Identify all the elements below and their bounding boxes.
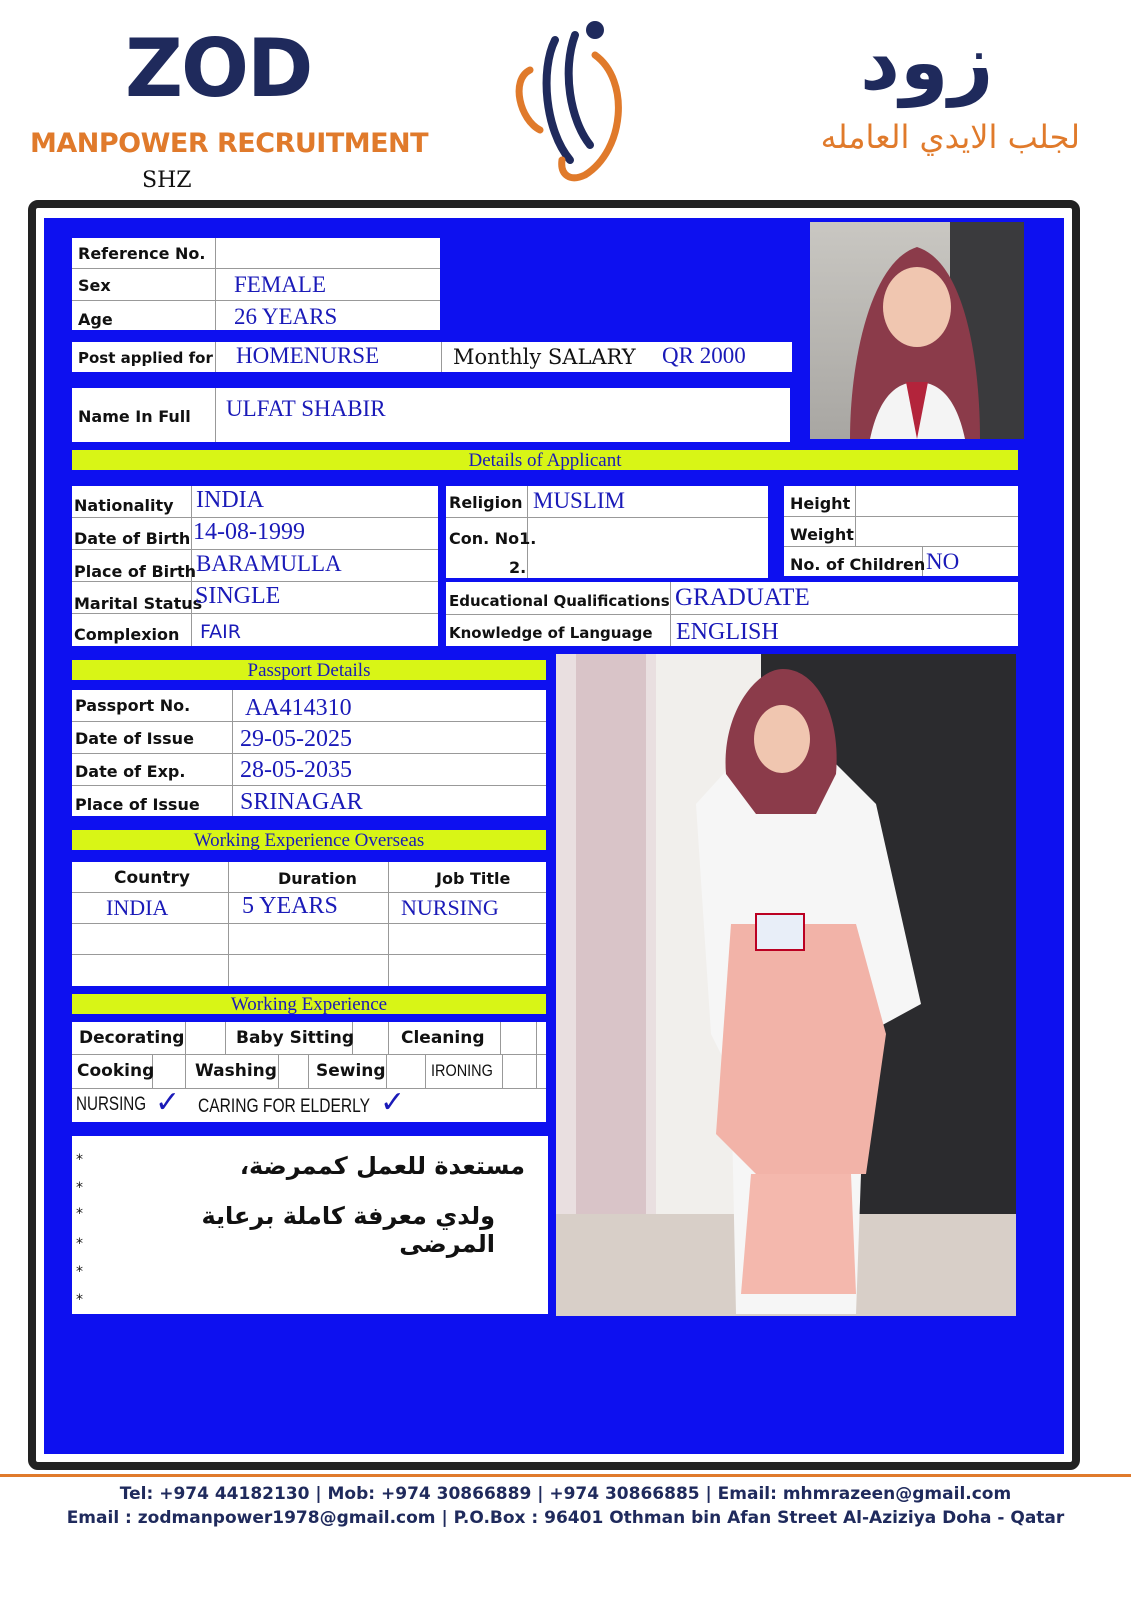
sex-label: Sex (78, 276, 111, 295)
height-label: Height (790, 494, 851, 513)
note-bullet-2: * (76, 1180, 83, 1196)
religion-value: MUSLIM (533, 488, 626, 513)
overseas-country-value: INDIA (106, 895, 169, 920)
salary-value: QR 2000 (662, 343, 746, 368)
contact1-label: Con. No1. (449, 529, 537, 548)
arabic-brand: زود (860, 18, 994, 108)
salary-label: Monthly SALARY (453, 345, 636, 369)
company-emblem-icon (500, 10, 640, 185)
education-value: GRADUATE (675, 584, 810, 611)
issue-place-value: SRINAGAR (240, 789, 363, 815)
skill-baby-sitting: Baby Sitting (236, 1028, 355, 1048)
overseas-col-country: Country (114, 868, 190, 888)
passport-section-bar: Passport Details (72, 660, 546, 680)
religion-label: Religion (449, 493, 523, 512)
name-label: Name In Full (78, 407, 191, 426)
passport-no-label: Passport No. (75, 696, 191, 715)
note-bullet-4: * (76, 1236, 83, 1252)
skill-caring-elderly: CARING FOR ELDERLY (198, 1096, 370, 1117)
weight-label: Weight (790, 525, 854, 544)
footer-rule (0, 1474, 1131, 1477)
dob-label: Date of Birth (74, 529, 191, 548)
post-label: Post applied for (78, 349, 213, 367)
applicant-full-photo (556, 654, 1016, 1316)
expiry-date-label: Date of Exp. (75, 762, 186, 781)
language-label: Knowledge of Language (449, 624, 653, 642)
age-value: 26 YEARS (234, 304, 338, 329)
brand-logo-text: ZOD (125, 22, 312, 115)
note-line-2: ولدي معرفة كاملة برعاية المرضى (201, 1202, 495, 1258)
overseas-section-bar: Working Experience Overseas (72, 830, 546, 850)
overseas-col-job: Job Title (436, 869, 511, 888)
nursing-check-icon: ✓ (155, 1085, 181, 1120)
skill-cooking: Cooking (77, 1061, 155, 1081)
children-value: NO (926, 549, 960, 574)
pob-value: BARAMULLA (196, 551, 342, 576)
complexion-label: Complexion (74, 625, 180, 644)
expiry-date-value: 28-05-2035 (240, 757, 352, 783)
note-bullet-3: * (76, 1206, 83, 1222)
overseas-job-value: NURSING (401, 895, 499, 920)
age-label: Age (78, 310, 113, 329)
pob-label: Place of Birth (74, 562, 197, 581)
nationality-value: INDIA (196, 487, 264, 513)
skill-ironing: IRONING (431, 1061, 493, 1080)
note-line-1: مستعدة للعمل كممرضة، (239, 1152, 525, 1180)
skill-washing: Washing (195, 1061, 277, 1081)
footer-contact-line-1: Tel: +974 44182130 | Mob: +974 30866889 | +974 30866885 | Email: mhmrazeen@gmail.com (119, 1484, 1012, 1504)
marital-value: SINGLE (195, 583, 281, 609)
overseas-col-duration: Duration (278, 869, 357, 888)
skill-sewing: Sewing (316, 1061, 386, 1081)
experience-section-bar: Working Experience (72, 994, 546, 1014)
marital-label: Marital Status (74, 594, 203, 613)
sex-value: FEMALE (234, 272, 326, 297)
note-bullet-6: * (76, 1292, 83, 1308)
skill-nursing: NURSING (76, 1094, 147, 1115)
overseas-duration-value: 5 YEARS (242, 893, 338, 919)
issue-date-value: 29-05-2025 (240, 726, 352, 752)
applicant-section-bar: Details of Applicant (72, 450, 1018, 470)
issue-place-label: Place of Issue (75, 795, 200, 814)
children-label: No. of Children (790, 555, 926, 574)
name-value: ULFAT SHABIR (226, 396, 386, 421)
applicant-code: SHZ (142, 168, 192, 193)
applicant-portrait-photo (810, 222, 1024, 439)
brand-tagline: MANPOWER RECRUITMENT (30, 128, 429, 159)
contact2-label: 2. (509, 558, 527, 577)
reference-label: Reference No. (78, 244, 206, 263)
dob-value: 14-08-1999 (193, 519, 305, 545)
language-value: ENGLISH (676, 619, 779, 645)
nationality-label: Nationality (74, 496, 174, 515)
footer-contact-line-2: Email : zodmanpower1978@gmail.com | P.O.Box : 96401 Othman bin Afan Street Al-Aziziya Doha - Qatar (66, 1508, 1065, 1528)
post-value: HOMENURSE (236, 343, 380, 368)
arabic-tagline: لجلب الايدي العامله (820, 118, 1080, 156)
note-bullet-1: * (76, 1152, 83, 1168)
note-bullet-5: * (76, 1264, 83, 1280)
skill-cleaning: Cleaning (401, 1028, 485, 1048)
skill-decorating: Decorating (79, 1028, 185, 1048)
education-label: Educational Qualifications (449, 592, 670, 610)
issue-date-label: Date of Issue (75, 729, 194, 748)
passport-no-value: AA414310 (245, 695, 352, 721)
elderly-check-icon: ✓ (380, 1085, 406, 1120)
complexion-value: FAIR (200, 621, 241, 643)
